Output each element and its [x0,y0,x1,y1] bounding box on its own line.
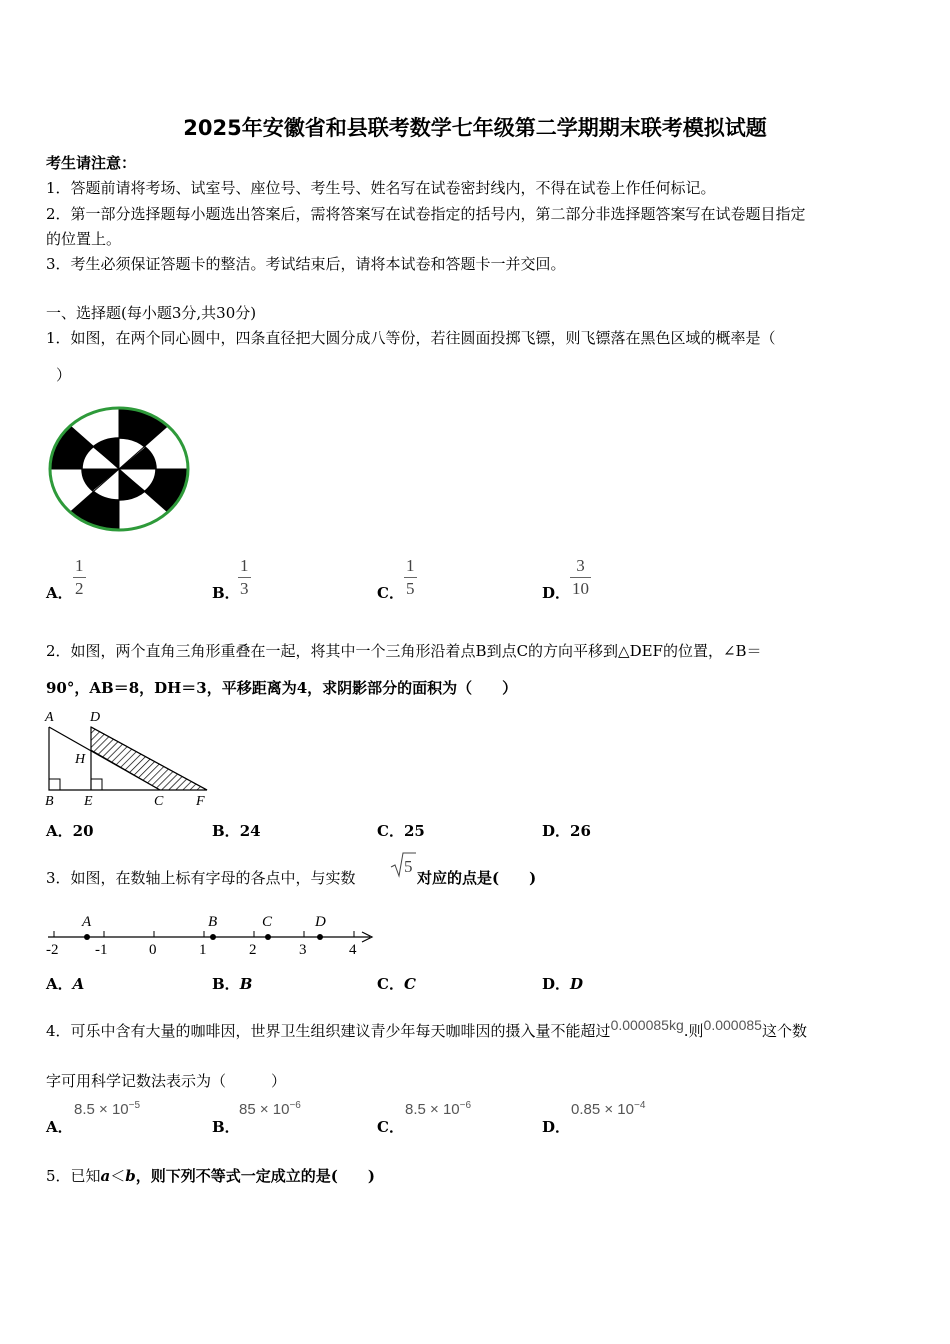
q2-label-b: B [45,794,54,809]
q2-label-e: E [84,794,93,809]
q2-option-b: B．24 [212,822,261,840]
q3-text-b: 对应的点是( ) [417,869,537,887]
point-b-label: B [208,914,218,930]
q1-option-c-label: C． [377,584,404,602]
q3-option-a: A．A [46,975,85,993]
page-title: 2025年安徽省和县联考数学七年级第二学期期末联考模拟试题 [183,116,767,140]
tick-label-1: 1 [199,942,207,958]
tick-label-3: 3 [299,942,307,958]
q5-text: 5．已知a＜b，则下列不等式一定成立的是( ) [46,1167,375,1185]
q4-option-a-label: A． [46,1118,73,1136]
number-line-figure [44,910,380,960]
q1-option-c-fraction: 1 5 [406,556,415,598]
q2-label-f: F [196,794,205,809]
tick-label-neg2: -2 [46,942,59,958]
q1-option-d-fraction: 3 10 [572,556,589,598]
notice-item-1: 1．答题前请将考场、试室号、座位号、考生号、姓名写在试卷密封线内，不得在试卷上作任何标记。 [46,179,716,197]
q3-option-d: D．D [542,975,584,993]
triangles-figure [40,706,220,810]
tick-label-2: 2 [249,942,257,958]
q4-option-b-label: B． [212,1118,240,1136]
q1-option-a-fraction: 1 2 [75,556,84,598]
q2-label-h: H [75,752,86,767]
notice-item-3: 3．考生必须保证答题卡的整洁。考试结束后，请将本试卷和答题卡一并交回。 [46,255,566,273]
q1-option-b-fraction: 1 3 [240,556,249,598]
point-c-label: C [262,914,273,930]
q4-text-line2: 字可用科学记数法表示为（ ） [46,1072,287,1090]
notice-item-2: 2．第一部分选择题每小题选出答案后，需将答案写在试卷指定的括号内，第二部分非选择题答案写在试卷题目指定 [46,205,806,223]
q2-label-d: D [90,710,101,725]
sqrt-argument: 5 [404,857,413,876]
q2-text-line1: 2．如图，两个直角三角形重叠在一起，将其中一个三角形沿着点B到点C的方向平移到△DEF的位置，∠B＝ [46,642,762,660]
q1-text-cont: ） [56,366,72,384]
q2-text-line2: 90°，AB＝8，DH＝3，平移距离为4，求阴影部分的面积为（ ） [46,679,518,697]
tick-label-neg1: -1 [95,942,108,958]
q4-value-kg: 0.000085kg [610,1017,684,1033]
tick-label-4: 4 [349,942,357,958]
point-a-label: A [82,914,92,930]
q2-label-a: A [45,710,54,725]
q4-option-c-expr: $8.5 \times 10^{-6}$ [405,1100,472,1118]
q4-text-line1: 4．可乐中含有大量的咖啡因，世界卫生组织建议青少年每天咖啡因的摄入量不能超过0.000085kg.则0.000085这个数 [46,1017,807,1040]
q4-option-c-label: C． [377,1118,404,1136]
q4-value: 0.000085 [703,1017,762,1033]
q2-option-d: D．26 [542,822,591,840]
q4-option-a-expr: $8.5 \times 10^{-5}$ [74,1100,141,1118]
q4-option-d-label: D． [542,1118,571,1136]
point-d-dot [317,934,323,940]
q1-option-a-label: A． [46,584,73,602]
q1-option-b-label: B． [212,584,240,602]
number-line-ticks [54,931,354,937]
q3-option-b: B．B [212,975,253,993]
tick-label-0: 0 [149,942,157,958]
notice-heading: 考生请注意： [46,154,137,172]
point-b-dot [210,934,216,940]
q1-option-d-label: D． [542,584,571,602]
q4-option-d-expr: $0.85 \times 10^{-4}$ [571,1100,646,1118]
q2-option-c: C．25 [377,822,425,840]
q4-option-b-expr: $85 \times 10^{-6}$ [239,1100,301,1118]
q3-option-c: C．C [377,975,416,993]
q2-option-a: A．20 [46,822,94,840]
q2-label-c: C [154,794,164,809]
concentric-circles-figure [46,404,192,534]
sqrt5-expression [389,850,417,880]
point-c-dot [265,934,271,940]
point-d-label: D [315,914,326,930]
point-a-dot [84,934,90,940]
q3-text-a: 3．如图，在数轴上标有字母的各点中，与实数 [46,869,356,887]
notice-item-2-cont: 的位置上。 [46,230,122,248]
q1-text: 1．如图，在两个同心圆中，四条直径把大圆分成八等份，若往圆面投掷飞镖，则飞镖落在黑色区域的概率是（ [46,329,776,347]
section-heading: 一、选择题(每小题3分,共30分) [46,304,257,322]
